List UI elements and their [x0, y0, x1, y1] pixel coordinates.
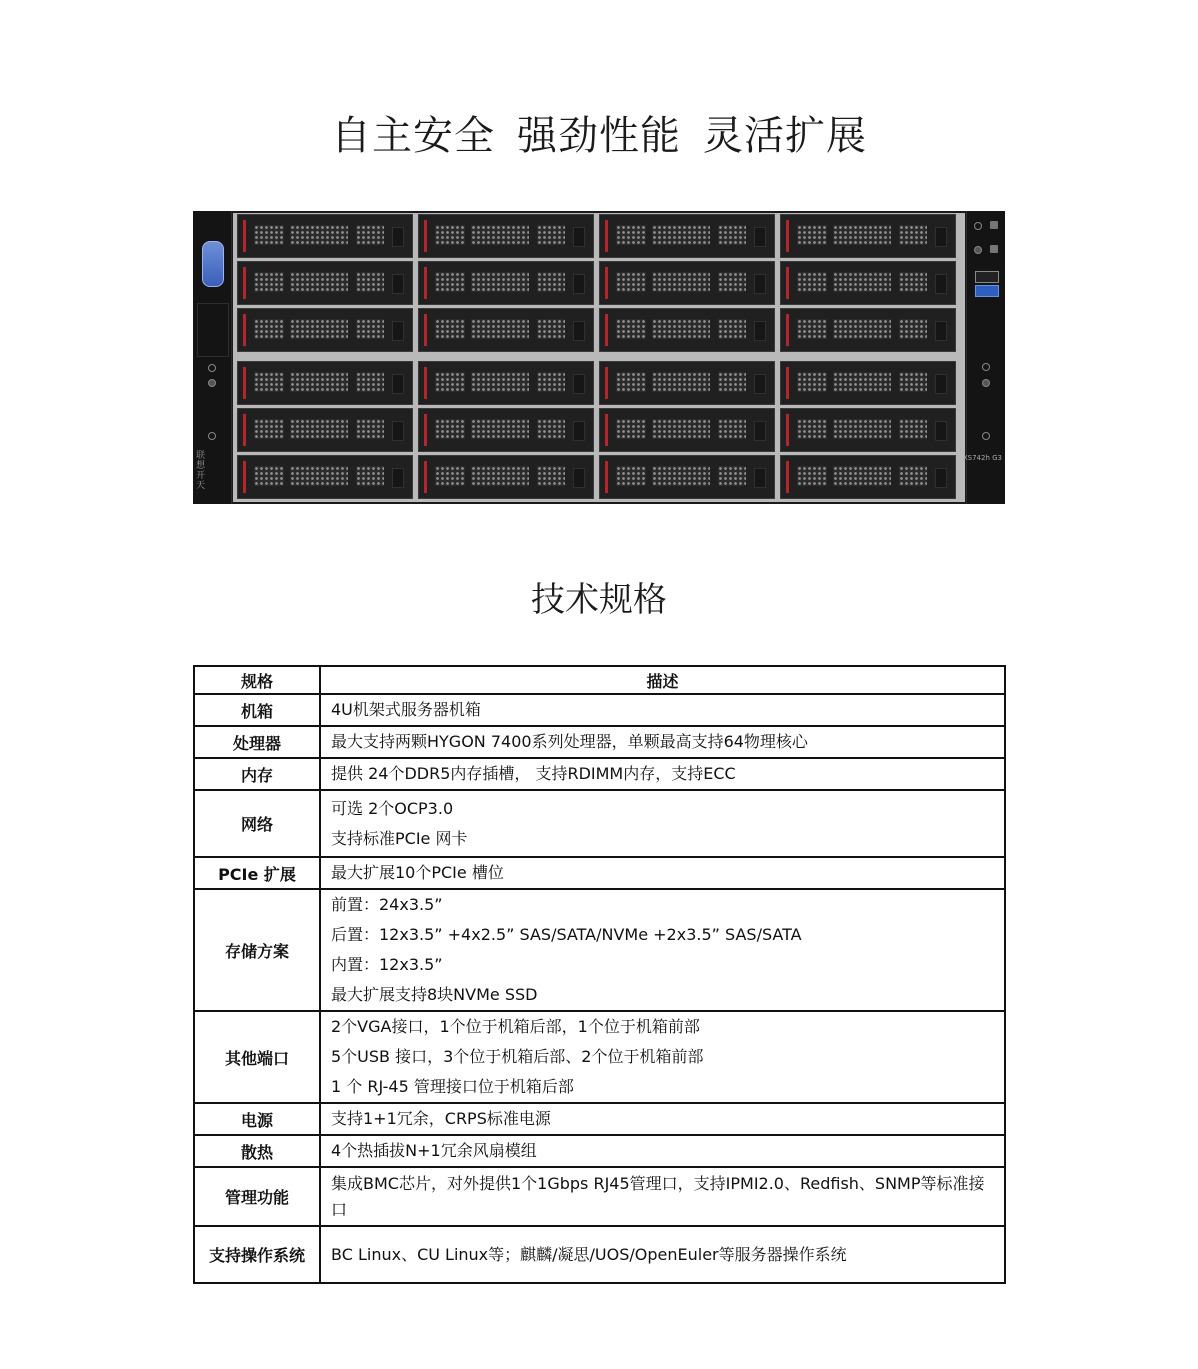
spec-desc-line: 4个热插拔N+1冗余风扇模组: [331, 1141, 537, 1160]
vent-grill: [471, 419, 529, 439]
headline: [0, 104, 1198, 161]
table-row: [194, 889, 1005, 1011]
vent-grill: [833, 419, 891, 439]
vent-grill: [833, 372, 891, 392]
vent-grill: [718, 225, 746, 245]
server-front-panel-illustration: [193, 211, 1005, 504]
tray-latch: [754, 374, 766, 394]
tray-latch: [392, 468, 404, 488]
vent-grill: [616, 372, 646, 392]
vent-grill: [833, 225, 891, 245]
vent-grill: [290, 319, 348, 339]
led-icon: [208, 379, 216, 387]
vent-grill: [356, 319, 384, 339]
table-row: [194, 1011, 1005, 1103]
vent-grill: [537, 319, 565, 339]
vent-grill: [616, 272, 646, 292]
spec-name-cell: 内存: [194, 758, 320, 790]
spec-name-cell: 散热: [194, 1135, 320, 1167]
spec-desc-line: 集成BMC芯片，对外提供1个1Gbps RJ45管理口，支持IPMI2.0、Redfish、SNMP等标准接口: [331, 1173, 985, 1219]
tray-latch: [392, 227, 404, 247]
drive-tray: [599, 408, 775, 452]
tray-latch: [573, 421, 585, 441]
spec-desc-cell: [320, 1103, 1005, 1135]
indicator-icon: [990, 221, 998, 229]
vent-grill: [652, 466, 710, 486]
drive-cage-top: [233, 213, 965, 354]
vent-grill: [435, 372, 465, 392]
vent-grill: [254, 319, 284, 339]
drive-tray: [599, 214, 775, 258]
tray-latch: [392, 374, 404, 394]
vent-grill: [537, 225, 565, 245]
spec-name-cell: 管理功能: [194, 1167, 320, 1226]
vent-grill: [435, 419, 465, 439]
screw-icon: [982, 432, 990, 440]
spec-name-cell: 网络: [194, 790, 320, 857]
vent-grill: [899, 466, 927, 486]
vent-grill: [435, 225, 465, 245]
vent-grill: [899, 372, 927, 392]
tray-latch: [935, 227, 947, 247]
screw-icon: [208, 364, 216, 372]
power-button-icon: [974, 222, 982, 230]
spec-desc-line: 最大扩展10个PCIe 槽位: [331, 863, 504, 882]
spec-desc-line: 最大扩展支持8块NVMe SSD: [331, 985, 538, 1004]
vent-grill: [899, 319, 927, 339]
spec-desc-cell: [320, 726, 1005, 758]
spec-desc-line: BC Linux、CU Linux等；麒麟/凝思/UOS/OpenEuler等服务器操作系统: [331, 1244, 847, 1264]
network-led-icon: [974, 246, 982, 254]
tray-latch: [935, 274, 947, 294]
spec-desc-line: 支持标准PCIe 网卡: [331, 828, 468, 848]
drive-tray: [780, 361, 956, 405]
spec-desc-cell: [320, 1135, 1005, 1167]
tray-latch: [754, 468, 766, 488]
vent-grill: [797, 319, 827, 339]
drive-tray: [599, 308, 775, 352]
drive-tray: [418, 455, 594, 499]
drive-tray: [599, 361, 775, 405]
vent-grill: [537, 419, 565, 439]
spec-name-cell: PCIe 扩展: [194, 857, 320, 889]
spec-desc-line: 2个VGA接口，1个位于机箱后部，1个位于机箱前部: [331, 1017, 700, 1036]
table-row: [194, 694, 1005, 726]
right-rack-ear: [962, 211, 1005, 504]
vent-grill: [833, 466, 891, 486]
spec-desc-cell: [320, 857, 1005, 889]
vent-grill: [899, 225, 927, 245]
spec-desc-cell: [320, 790, 1005, 857]
vent-grill: [797, 372, 827, 392]
tray-latch: [392, 321, 404, 341]
table-row: [194, 758, 1005, 790]
drive-tray: [237, 408, 413, 452]
vent-grill: [254, 225, 284, 245]
vent-grill: [290, 466, 348, 486]
spec-desc-cell: [320, 694, 1005, 726]
vent-grill: [652, 319, 710, 339]
spec-desc-line: 最大支持两颗HYGON 7400系列处理器，单颗最高支持64物理核心: [331, 732, 808, 751]
drive-tray: [418, 261, 594, 305]
headline-part: 自主安全: [331, 113, 495, 159]
vent-grill: [718, 272, 746, 292]
vent-grill: [290, 372, 348, 392]
usb3-port-icon: [975, 285, 999, 297]
drive-cage-bottom: [233, 360, 965, 501]
table-row: [194, 1135, 1005, 1167]
drive-tray: [780, 408, 956, 452]
tray-latch: [754, 421, 766, 441]
screw-icon: [982, 363, 990, 371]
tray-latch: [935, 421, 947, 441]
vent-grill: [471, 225, 529, 245]
vent-grill: [435, 466, 465, 486]
vent-grill: [616, 319, 646, 339]
vent-grill: [797, 419, 827, 439]
spec-name-cell: 处理器: [194, 726, 320, 758]
model-label: XS742h G3: [962, 454, 1002, 462]
usb-port-icon: [975, 271, 999, 283]
vent-grill: [254, 466, 284, 486]
vent-grill: [356, 466, 384, 486]
drive-tray: [237, 261, 413, 305]
vent-grill: [537, 272, 565, 292]
vent-grill: [537, 466, 565, 486]
drive-bays: [233, 213, 965, 502]
table-header-row: [194, 666, 1005, 694]
spec-desc-line: 后置：12x3.5” +4x2.5” SAS/SATA/NVMe +2x3.5” SAS/SATA: [331, 925, 802, 944]
vent-grill: [652, 372, 710, 392]
vent-grill: [435, 319, 465, 339]
spec-desc-cell: [320, 1167, 1005, 1226]
vent-grill: [718, 372, 746, 392]
headline-part: 强劲性能: [517, 113, 681, 159]
table-row: [194, 1167, 1005, 1226]
drive-tray: [599, 261, 775, 305]
headline-part: 灵活扩展: [703, 113, 867, 159]
vent-grill: [356, 419, 384, 439]
drive-tray: [418, 408, 594, 452]
brand-label: 联想开天: [196, 451, 206, 491]
vent-grill: [471, 466, 529, 486]
vent-grill: [616, 419, 646, 439]
spec-table: [193, 665, 1006, 1284]
spec-desc-line: 提供 24个DDR5内存插槽， 支持RDIMM内存，支持ECC: [331, 764, 736, 783]
tray-latch: [754, 227, 766, 247]
vent-grill: [899, 419, 927, 439]
indicator-icon: [990, 245, 998, 253]
vent-grill: [718, 319, 746, 339]
table-row: [194, 726, 1005, 758]
tray-latch: [573, 468, 585, 488]
drive-tray: [237, 361, 413, 405]
spec-desc-cell: [320, 889, 1005, 1011]
tray-latch: [573, 374, 585, 394]
drive-tray: [780, 214, 956, 258]
led-icon: [982, 379, 990, 387]
screw-icon: [208, 432, 216, 440]
vent-grill: [356, 225, 384, 245]
left-ear-panel: [197, 303, 229, 357]
tray-latch: [392, 274, 404, 294]
spec-name-cell: 支持操作系统: [194, 1226, 320, 1283]
vent-grill: [833, 272, 891, 292]
left-rack-ear: [193, 211, 232, 504]
spec-desc-line: 前置：24x3.5”: [331, 895, 443, 914]
spec-desc-line: 4U机架式服务器机箱: [331, 700, 481, 719]
spec-name-cell: 机箱: [194, 694, 320, 726]
vent-grill: [616, 225, 646, 245]
header-spec: 规格: [194, 666, 320, 694]
spec-desc-line: 1 个 RJ-45 管理接口位于机箱后部: [331, 1077, 574, 1096]
spec-desc-line: 支持1+1冗余，CRPS标准电源: [331, 1109, 551, 1128]
drive-tray: [418, 214, 594, 258]
drive-tray: [780, 261, 956, 305]
tray-latch: [573, 227, 585, 247]
vent-grill: [290, 272, 348, 292]
spec-name-cell: 其他端口: [194, 1011, 320, 1103]
vent-grill: [471, 272, 529, 292]
drive-tray: [599, 455, 775, 499]
vent-grill: [254, 272, 284, 292]
drive-tray: [418, 308, 594, 352]
vent-grill: [471, 319, 529, 339]
table-row: [194, 857, 1005, 889]
vent-grill: [652, 272, 710, 292]
spec-desc-cell: [320, 1011, 1005, 1103]
spec-desc-cell: [320, 758, 1005, 790]
vent-grill: [797, 466, 827, 486]
spec-name-cell: 电源: [194, 1103, 320, 1135]
vent-grill: [652, 225, 710, 245]
tray-latch: [573, 274, 585, 294]
drive-tray: [237, 308, 413, 352]
drive-tray: [780, 308, 956, 352]
vent-grill: [356, 272, 384, 292]
vent-grill: [290, 419, 348, 439]
drive-tray: [780, 455, 956, 499]
vent-grill: [833, 319, 891, 339]
spec-desc-cell: [320, 1226, 1005, 1283]
header-desc: 描述: [320, 666, 1005, 694]
vent-grill: [616, 466, 646, 486]
table-row: [194, 790, 1005, 857]
table-row: [194, 1226, 1005, 1283]
drive-tray: [237, 214, 413, 258]
vga-port-icon: [202, 241, 224, 287]
vent-grill: [254, 419, 284, 439]
vent-grill: [356, 372, 384, 392]
drive-tray: [418, 361, 594, 405]
tray-latch: [392, 421, 404, 441]
spec-desc-line: 内置：12x3.5”: [331, 955, 443, 974]
drive-tray: [237, 455, 413, 499]
table-row: [194, 1103, 1005, 1135]
spec-table-body: [194, 694, 1005, 1283]
tray-latch: [754, 321, 766, 341]
tray-latch: [935, 374, 947, 394]
spec-name-cell: 存储方案: [194, 889, 320, 1011]
vent-grill: [652, 419, 710, 439]
section-title: 技术规格: [531, 580, 667, 620]
vent-grill: [435, 272, 465, 292]
vent-grill: [254, 372, 284, 392]
vent-grill: [718, 466, 746, 486]
tray-latch: [754, 274, 766, 294]
vent-grill: [718, 419, 746, 439]
tray-latch: [573, 321, 585, 341]
vent-grill: [471, 372, 529, 392]
vent-grill: [290, 225, 348, 245]
vent-grill: [537, 372, 565, 392]
vent-grill: [797, 225, 827, 245]
vent-grill: [899, 272, 927, 292]
vent-grill: [797, 272, 827, 292]
spec-desc-line: 可选 2个OCP3.0: [331, 798, 454, 818]
spec-desc-line: 5个USB 接口，3个位于机箱后部、2个位于机箱前部: [331, 1047, 704, 1066]
tray-latch: [935, 321, 947, 341]
tray-latch: [935, 468, 947, 488]
